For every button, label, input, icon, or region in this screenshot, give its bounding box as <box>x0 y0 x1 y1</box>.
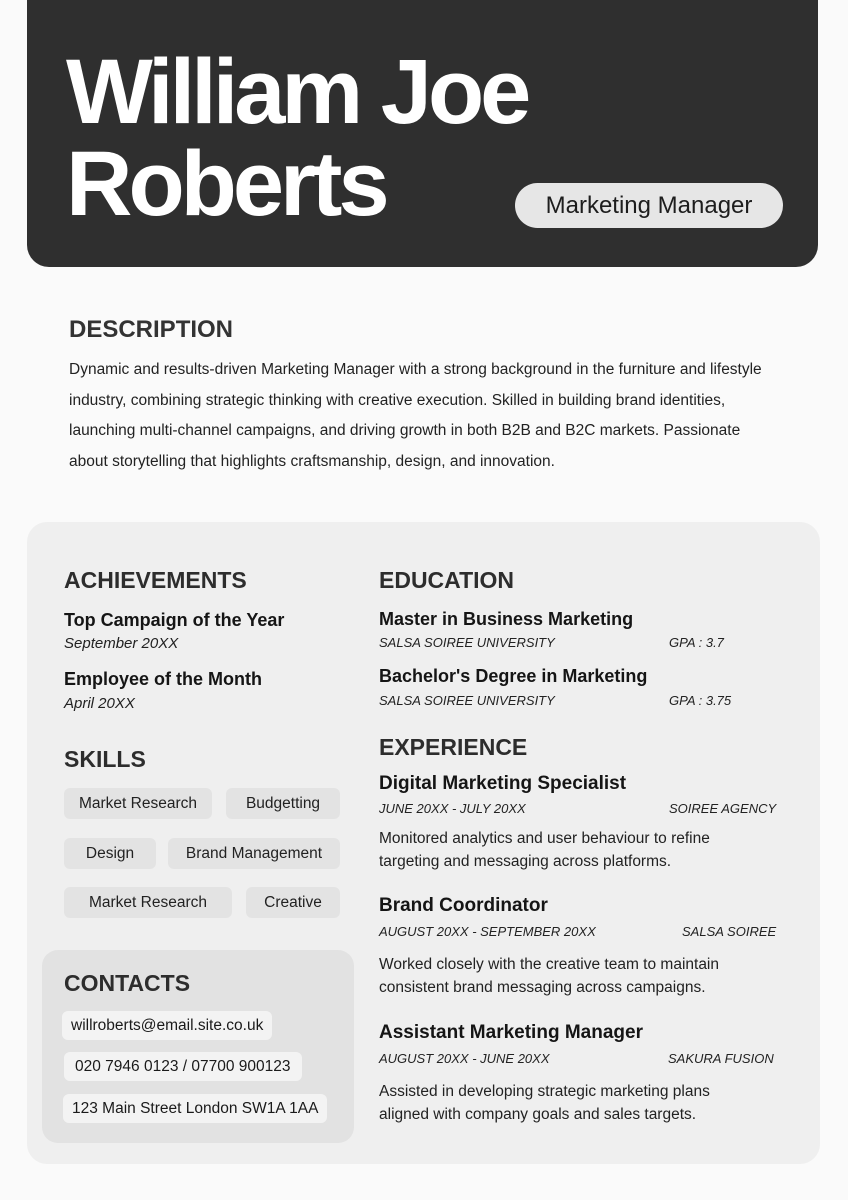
education-school: SALSA SOIREE UNIVERSITY <box>379 693 555 708</box>
description-line: about storytelling that highlights craftsmanship, design, and innovation. <box>69 452 555 470</box>
skill-chip: Creative <box>246 887 340 918</box>
name-line-1: William Joe <box>66 41 528 143</box>
email-chip[interactable]: willroberts@email.site.co.uk <box>62 1011 272 1040</box>
experience-desc-line: consistent brand messaging across campaigns. <box>379 979 706 996</box>
experience-description <box>379 953 759 999</box>
experience-company: SOIREE AGENCY <box>669 801 777 816</box>
skill-chip: Market Research <box>64 788 212 819</box>
skills-heading: SKILLS <box>64 746 146 772</box>
skill-chip: Brand Management <box>168 838 340 869</box>
skill-chip: Market Research <box>64 887 232 918</box>
achievements-heading: ACHIEVEMENTS <box>64 567 247 593</box>
description-text <box>69 355 779 477</box>
phone-chip[interactable]: 020 7946 0123 / 07700 900123 <box>64 1052 302 1081</box>
experience-role: Digital Marketing Specialist <box>379 773 627 794</box>
experience-description <box>379 827 759 873</box>
experience-desc-line: aligned with company goals and sales targets. <box>379 1106 697 1123</box>
skill-chip: Budgetting <box>226 788 340 819</box>
contacts-heading: CONTACTS <box>64 970 191 996</box>
description-heading: DESCRIPTION <box>69 316 234 343</box>
education-gpa: GPA : 3.75 <box>669 693 732 708</box>
experience-desc-line: Monitored analytics and user behaviour to refine <box>379 830 710 847</box>
education-gpa: GPA : 3.7 <box>669 635 724 650</box>
education-heading: EDUCATION <box>379 567 515 593</box>
achievement-title: Employee of the Month <box>64 669 262 689</box>
experience-company: SALSA SOIREE <box>682 924 777 939</box>
experience-desc-line: Assisted in developing strategic marketing plans <box>379 1083 710 1100</box>
experience-desc-line: targeting and messaging across platforms. <box>379 853 672 870</box>
experience-dates: JUNE 20XX - JULY 20XX <box>379 801 526 816</box>
experience-heading: EXPERIENCE <box>379 734 528 760</box>
achievement-date: April 20XX <box>64 695 135 712</box>
experience-desc-line: Worked closely with the creative team to maintain <box>379 956 720 973</box>
experience-dates: AUGUST 20XX - SEPTEMBER 20XX <box>379 924 596 939</box>
skill-chip: Design <box>64 838 156 869</box>
experience-dates: AUGUST 20XX - JUNE 20XX <box>379 1051 550 1066</box>
job-title-badge: Marketing Manager <box>515 183 783 228</box>
achievement-date: September 20XX <box>64 635 179 652</box>
full-name <box>66 41 528 235</box>
experience-role: Assistant Marketing Manager <box>379 1022 643 1043</box>
education-school: SALSA SOIREE UNIVERSITY <box>379 635 555 650</box>
description-line: launching multi-channel campaigns, and driving growth in both B2B and B2C markets. Passionate <box>69 422 741 439</box>
experience-company: SAKURA FUSION <box>668 1051 774 1066</box>
experience-description <box>379 1080 759 1126</box>
education-degree: Master in Business Marketing <box>379 609 634 629</box>
description-line: industry, combining strategic thinking with creative execution. Skilled in building brand identities, <box>69 391 726 409</box>
address-chip: 123 Main Street London SW1A 1AA <box>63 1094 327 1123</box>
education-degree: Bachelor's Degree in Marketing <box>379 666 648 686</box>
description-line: Dynamic and results-driven Marketing Manager with a strong background in the furniture and lifestyle <box>69 361 762 378</box>
name-line-2: Roberts <box>66 133 386 235</box>
experience-role: Brand Coordinator <box>379 895 548 916</box>
achievement-title: Top Campaign of the Year <box>64 610 285 630</box>
